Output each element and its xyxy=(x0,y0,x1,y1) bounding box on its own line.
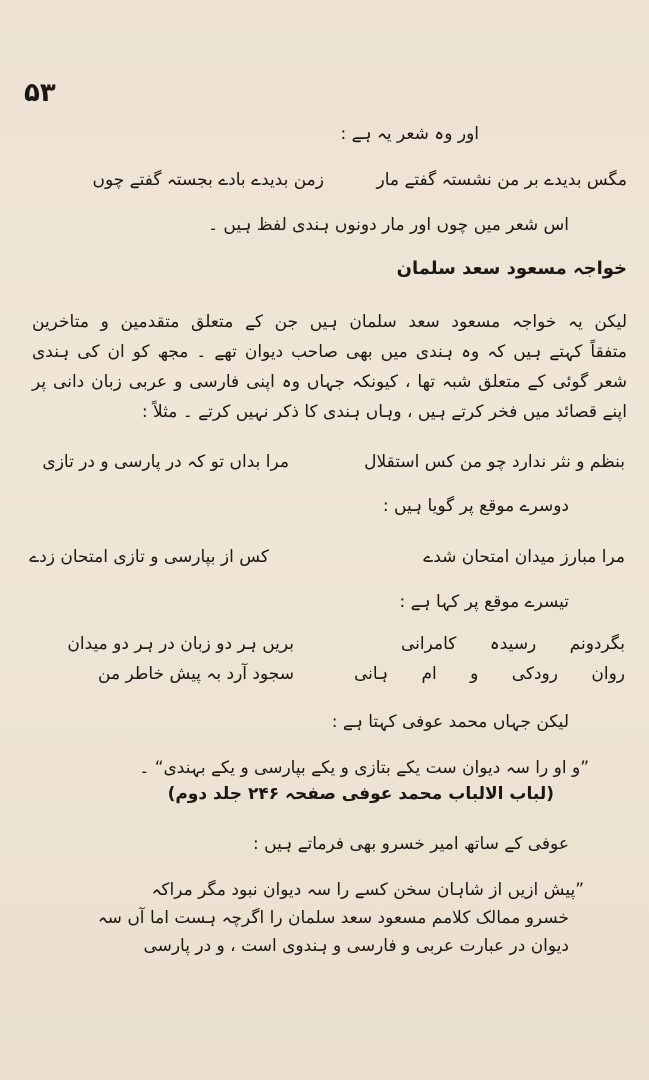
verse-hemistich: مرا مبارز میدان امتحان شدے xyxy=(423,547,625,567)
section-heading: خواجہ مسعود سعد سلمان xyxy=(396,258,627,279)
text-line: عوفی کے ساتھ امیر خسرو بھی فرماتے ہیں : xyxy=(253,834,569,854)
quote-line: ”و او را سہ دیوان ست یکے بتازی و یکے بپارسی و یکے بہندی“ ۔ xyxy=(139,758,589,778)
verse-hemistich: زمن بدیدے بادے بجستہ گفتے چوں xyxy=(92,170,324,190)
verse-hemistich: روان رودکی و ام ہانی xyxy=(354,664,625,684)
paragraph-line: اپنے قصائد میں فخر کرتے ہیں ، وہاں ہندی کا ذکر نہیں کرتے ۔ مثلاً : xyxy=(141,402,627,422)
quote-line: ”پیش ازیں از شاہان سخن کسے را سہ دیوان نبود مگر مراکہ xyxy=(151,880,584,900)
paragraph-line: متفقاً کہتے ہیں کہ وہ ہندی میں بھی صاحب دیوان تھے ۔ مجھ کو ان کی ہندی xyxy=(32,342,627,362)
paragraph-line: شعر گوئی کے متعلق شبہ تھا ، کیونکہ جہاں وہ اپنی فارسی و عربی زبان دانی پر xyxy=(32,372,627,392)
quote-line: خسرو ممالک کلامم مسعود سعد سلمان را اگرچہ ہست اما آں سہ xyxy=(97,908,569,928)
text-line: لیکن جہاں محمد عوفی کہتا ہے : xyxy=(331,712,569,732)
text-line: دوسرے موقع پر گویا ہیں : xyxy=(382,496,569,516)
text-line: اس شعر میں چوں اور مار دونوں ہندی لفظ ہیں ۔ xyxy=(208,215,569,235)
verse-hemistich: سجود آرد بہ پیش خاطر من xyxy=(98,664,294,684)
paragraph-line: لیکن یہ خواجہ مسعود سعد سلمان ہیں جن کے متعلق متقدمین و متاخرین xyxy=(32,312,627,332)
text-line: اور وہ شعر یہ ہے : xyxy=(340,124,479,144)
citation: (لباب الالباب محمد عوفی صفحہ ۲۴۶ جلد دوم) xyxy=(167,784,554,804)
page-number: ۵۳ xyxy=(24,78,56,108)
verse-hemistich: مرا بداں تو کہ در پارسی و در تازی xyxy=(42,452,289,472)
verse-hemistich: کس از بپارسی و تازی امتحان زدے xyxy=(29,547,269,567)
text-line: تیسرے موقع پر کہا ہے : xyxy=(399,592,569,612)
verse-hemistich: بریں ہر دو زبان در ہر دو میدان xyxy=(67,634,294,654)
verse-hemistich: بگردونم رسیدہ کامرانی xyxy=(401,634,625,654)
verse-hemistich: مگس بدیدے بر من نشستہ گفتے مار xyxy=(376,170,627,190)
quote-line: دیوان در عبارت عربی و فارسی و ہندوی است ، و در پارسی xyxy=(143,936,569,956)
verse-hemistich: بنظم و نثر ندارد چو من کس استقلال xyxy=(364,452,625,472)
